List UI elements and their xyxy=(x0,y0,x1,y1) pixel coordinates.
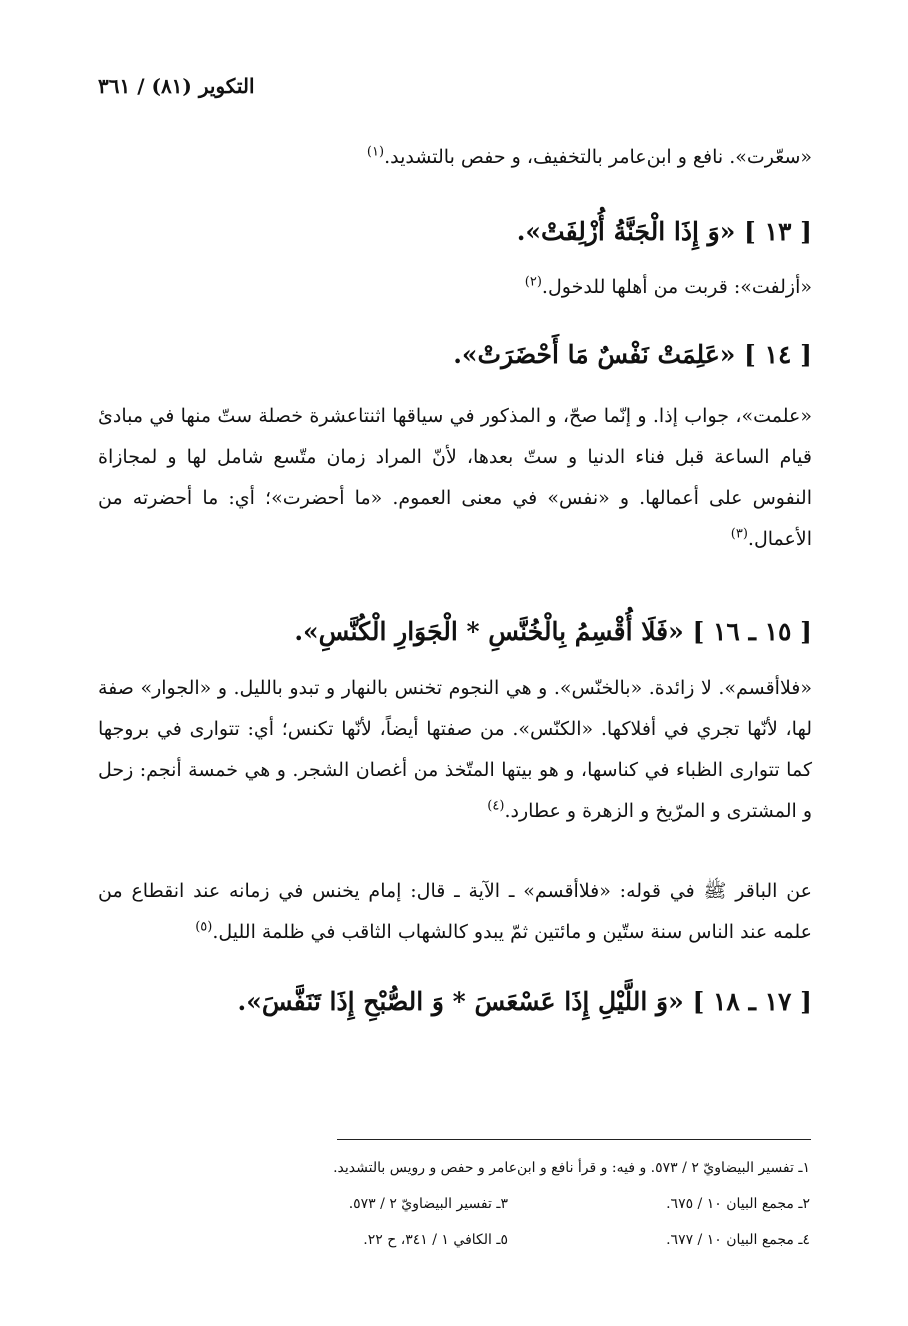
footnote-ref-1: (١) xyxy=(366,144,385,160)
paragraph-15: «فلاأقسم». لا زائدة. «بالخنّس». و هي النجوم تخنس بالنهار و تبدو بالليل. و «الجوار» صفة لها، لأنّها تجري في أفلاكها. «الكنّس». من صفتها أيضاً، لأنّها تكنس؛ أي: تتوارى في بروجها كما تتوارى الظباء في كناسها، و هو بيتها المتّخذ من أغصان الشجر. و هي خمسة أنجم: زحل و المشترى و المرّيخ و الزهرة و عطارد.$^{(٤)}$ xyxy=(98,677,812,822)
verse-15-16: [ ١٥ ـ ١٦ ] «فَلَا أُقْسِمُ بِالْخُنَّسِ * الْجَوَارِ الْكُنَّسِ». xyxy=(294,617,812,646)
footnote-ref-5: (٥) xyxy=(195,919,213,935)
footnote-ref-2: (٢) xyxy=(524,274,542,290)
footnote-4: ٤ـ مجمع البيان ١٠ / ٦٧٧. xyxy=(666,1232,810,1248)
running-header xyxy=(98,74,255,98)
verse-13-comment: «أزلفت»: قربت من أهلها للدخول.$^{(٢)}$ xyxy=(524,274,812,298)
footnote-divider xyxy=(337,1139,811,1140)
verse-14: [ ١٤ ] «عَلِمَتْ نَفْسٌ مَا أَحْضَرَتْ». xyxy=(453,340,812,369)
footnote-ref-3: (٣) xyxy=(730,526,748,542)
paragraph-14: «علمت»، جواب إذا. و إنّما صحّ، و المذكور في سياقها اثنتاعشرة خصلة ستّ منها في مبادئ قيام الساعة قبل فناء الدنيا و ستّ بعدها، لأنّ المراد زمان متّسع شامل لها و لمجازاة النفوس على أعمالها. و «نفس» في معنى العموم. «ما أحضرت»؛ أي: ما أحضرته من الأعمال.$^{(٣)}$ xyxy=(98,405,812,550)
paragraph-baqir: عن الباقر ﷺ في قوله: «فلاأقسم» ـ الآية ـ قال: إمام يخنس في زمانه عند انقطاع من علمه عند الناس سنة ستّين و مائتين ثمّ يبدو كالشهاب الثاقب في ظلمة الليل.$^{(٥)}$ xyxy=(98,880,812,943)
text-line-1: «سعّرت». نافع و ابن‌عامر بالتخفيف، و حفص بالتشديد.$^{(١)}$ xyxy=(366,144,812,168)
verse-13: [ ١٣ ] «وَ إِذَا الْجَنَّةُ أُزْلِفَتْ». xyxy=(516,217,812,246)
footnote-2: ٢ـ مجمع البيان ١٠ / ٦٧٥. xyxy=(666,1196,810,1212)
footnote-1: ١ـ تفسير البيضاويّ ٢ / ٥٧٣. و فيه: و قرأ نافع و ابن‌عامر و حفص و رويس بالتشديد. xyxy=(333,1160,810,1176)
page-title: التكوير (٨١) / ٣٦١ xyxy=(98,74,255,98)
footnote-3: ٣ـ تفسير البيضاويّ ٢ / ٥٧٣. xyxy=(348,1196,508,1212)
footnote-ref-4: (٤) xyxy=(487,798,505,814)
verse-17-18: [ ١٧ ـ ١٨ ] «وَ اللَّيْلِ إِذَا عَسْعَسَ * وَ الصُّبْحِ إِذَا تَنَفَّسَ». xyxy=(237,987,812,1016)
footnote-5: ٥ـ الكافي ١ / ٣٤١، ح ٢٢. xyxy=(363,1232,508,1248)
